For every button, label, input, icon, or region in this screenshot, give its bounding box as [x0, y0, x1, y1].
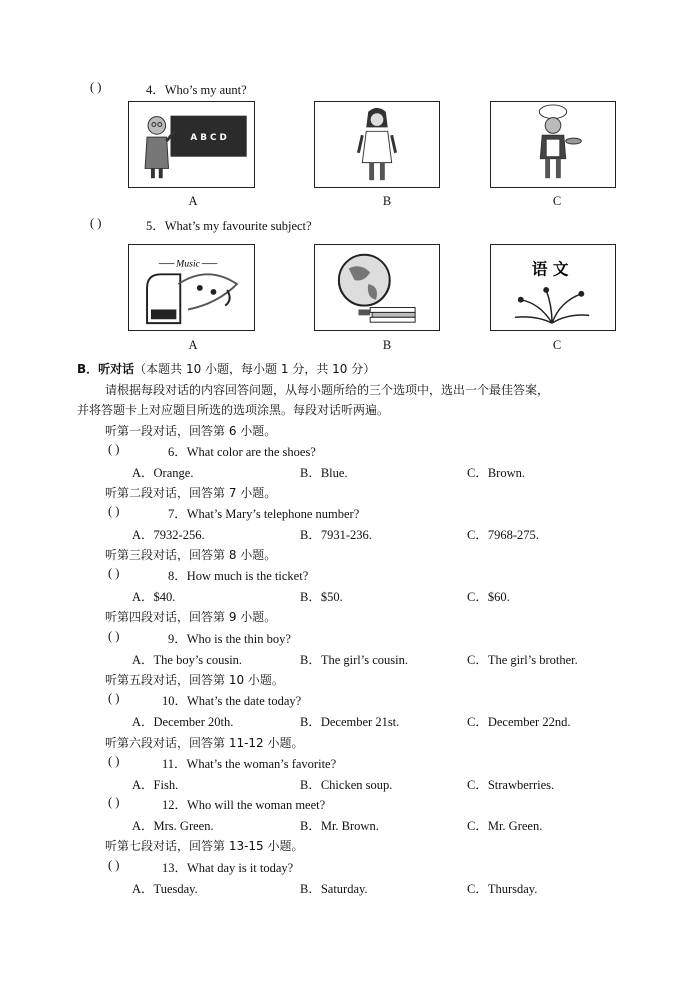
q7-option-a[interactable]: A．7932-256.	[132, 528, 205, 542]
q10-option-b[interactable]: B．December 21st.	[300, 715, 400, 729]
q4-label-b: B	[382, 194, 392, 208]
q5-answer-paren[interactable]: ( )	[90, 216, 102, 230]
q13-option-c[interactable]: C．Thursday.	[467, 882, 538, 896]
q5-option-b-image[interactable]	[314, 244, 440, 331]
dialog-intro-5: 听第五段对话，回答第 10 小题。	[105, 673, 284, 687]
q12-answer-paren[interactable]: ( )	[108, 795, 120, 809]
q9-option-c[interactable]: C．The girl’s brother.	[467, 653, 578, 667]
q11-option-b[interactable]: B．Chicken soup.	[300, 778, 393, 792]
q4-label-a: A	[188, 194, 198, 208]
q8-question-text: 8．How much is the ticket?	[168, 569, 309, 583]
q6-option-c[interactable]: C．Brown.	[467, 466, 525, 480]
q4-option-c-image[interactable]	[490, 101, 616, 188]
dialog-intro-6: 听第六段对话，回答第 11-12 小题。	[105, 736, 304, 750]
section-b-heading-row	[77, 360, 375, 377]
dialog-intro-1: 听第一段对话，回答第 6 小题。	[105, 424, 277, 438]
q7-option-c[interactable]: C．7968-275.	[467, 528, 539, 542]
q10-answer-paren[interactable]: ( )	[108, 691, 120, 705]
q9-question-text: 9．Who is the thin boy?	[168, 632, 291, 646]
dialog-intro-7: 听第七段对话，回答第 13-15 小题。	[105, 839, 304, 853]
q8-answer-paren[interactable]: ( )	[108, 566, 120, 580]
q12-question-text: 12．Who will the woman meet?	[162, 798, 326, 812]
q9-option-b[interactable]: B．The girl’s cousin.	[300, 653, 408, 667]
q13-question-text: 13．What day is it today?	[162, 861, 294, 875]
q4-option-a-image[interactable]	[128, 101, 255, 188]
q4-answer-paren[interactable]: ( )	[90, 80, 102, 94]
q12-option-a[interactable]: A．Mrs. Green.	[132, 819, 214, 833]
q7-option-b[interactable]: B．7931-236.	[300, 528, 372, 542]
q13-answer-paren[interactable]: ( )	[108, 858, 120, 872]
q10-question-text: 10．What’s the date today?	[162, 694, 302, 708]
q10-option-c[interactable]: C．December 22nd.	[467, 715, 571, 729]
q6-question-text: 6．What color are the shoes?	[168, 445, 316, 459]
doctor-icon	[315, 102, 439, 187]
cook-icon	[491, 102, 615, 187]
q4-option-b-image[interactable]	[314, 101, 440, 188]
q7-answer-paren[interactable]: ( )	[108, 504, 120, 518]
q6-option-a[interactable]: A．Orange.	[132, 466, 194, 480]
q5-option-a-image[interactable]	[128, 244, 255, 331]
q12-option-b[interactable]: B．Mr. Brown.	[300, 819, 379, 833]
q9-option-a[interactable]: A．The boy’s cousin.	[132, 653, 243, 667]
chinese-orchid-icon	[491, 245, 615, 330]
q13-option-b[interactable]: B．Saturday.	[300, 882, 368, 896]
q6-answer-paren[interactable]: ( )	[108, 442, 120, 456]
q12-option-c[interactable]: C．Mr. Green.	[467, 819, 543, 833]
section-b-instruction-2: 并将答题卡上对应题目所选的选项涂黑。每段对话听两遍。	[77, 403, 390, 417]
q11-option-a[interactable]: A．Fish.	[132, 778, 179, 792]
q5-label-a: A	[188, 338, 198, 352]
q8-option-b[interactable]: B．$50.	[300, 590, 343, 604]
music-piano-icon	[129, 245, 254, 330]
q11-option-c[interactable]: C．Strawberries.	[467, 778, 555, 792]
q4-question-text: 4．Who’s my aunt?	[146, 83, 247, 97]
music-text: Music	[176, 258, 201, 270]
dialog-intro-4: 听第四段对话，回答第 9 小题。	[105, 610, 277, 624]
q11-answer-paren[interactable]: ( )	[108, 754, 120, 768]
q10-option-a[interactable]: A．December 20th.	[132, 715, 234, 729]
globe-books-icon	[315, 245, 439, 330]
q8-option-c[interactable]: C．$60.	[467, 590, 510, 604]
q6-option-b[interactable]: B．Blue.	[300, 466, 348, 480]
q5-option-c-image[interactable]	[490, 244, 616, 331]
q13-option-a[interactable]: A．Tuesday.	[132, 882, 198, 896]
section-b-note: （本题共 10 小题，每小题 1 分，共 10 分）	[134, 362, 376, 376]
q5-label-c: C	[552, 338, 562, 352]
dialog-intro-2: 听第二段对话，回答第 7 小题。	[105, 486, 277, 500]
teacher-icon	[129, 102, 254, 187]
q5-label-b: B	[382, 338, 392, 352]
q9-answer-paren[interactable]: ( )	[108, 629, 120, 643]
q8-option-a[interactable]: A．$40.	[132, 590, 176, 604]
section-b-heading: B．听对话	[77, 362, 135, 376]
q11-question-text: 11．What’s the woman’s favorite?	[162, 757, 337, 771]
section-b-instruction-1: 请根据每段对话的内容回答问题，从每小题所给的三个选项中，选出一个最佳答案，	[105, 383, 550, 397]
board-text: A B C D	[190, 133, 227, 144]
q7-question-text: 7．What’s Mary’s telephone number?	[168, 507, 360, 521]
chinese-text: 语 文	[531, 259, 569, 279]
q4-label-c: C	[552, 194, 562, 208]
q5-question-text: 5．What’s my favourite subject?	[146, 219, 312, 233]
dialog-intro-3: 听第三段对话，回答第 8 小题。	[105, 548, 277, 562]
